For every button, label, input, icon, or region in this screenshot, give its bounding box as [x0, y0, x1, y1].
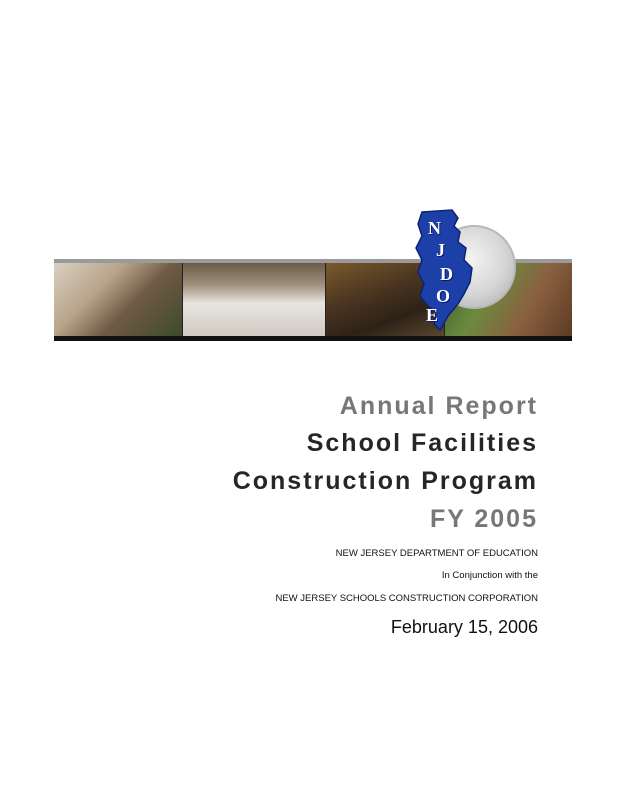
children-working-photo	[54, 263, 182, 336]
students-holding-certificate-photo	[183, 263, 325, 336]
banner-bottom-stripe	[54, 336, 572, 341]
logo-letter-d: D	[440, 264, 453, 284]
report-title-line-1: Annual Report	[339, 392, 538, 420]
report-title-line-4: FY 2005	[429, 505, 538, 533]
conjunction-text: In Conjunction with the	[441, 570, 538, 581]
corporation-name: NEW JERSEY SCHOOLS CONSTRUCTION CORPORATION	[275, 593, 538, 604]
logo-letter-j: J	[436, 240, 445, 260]
report-title-line-3: Construction Program	[232, 467, 538, 495]
logo-letter-n: N	[428, 218, 441, 238]
logo-letter-o: O	[436, 286, 451, 306]
logo-letter-e: E	[426, 305, 439, 325]
department-name: NEW JERSEY DEPARTMENT OF EDUCATION	[335, 548, 538, 559]
report-date: February 15, 2006	[390, 617, 538, 637]
report-title-line-2: School Facilities	[306, 429, 538, 457]
